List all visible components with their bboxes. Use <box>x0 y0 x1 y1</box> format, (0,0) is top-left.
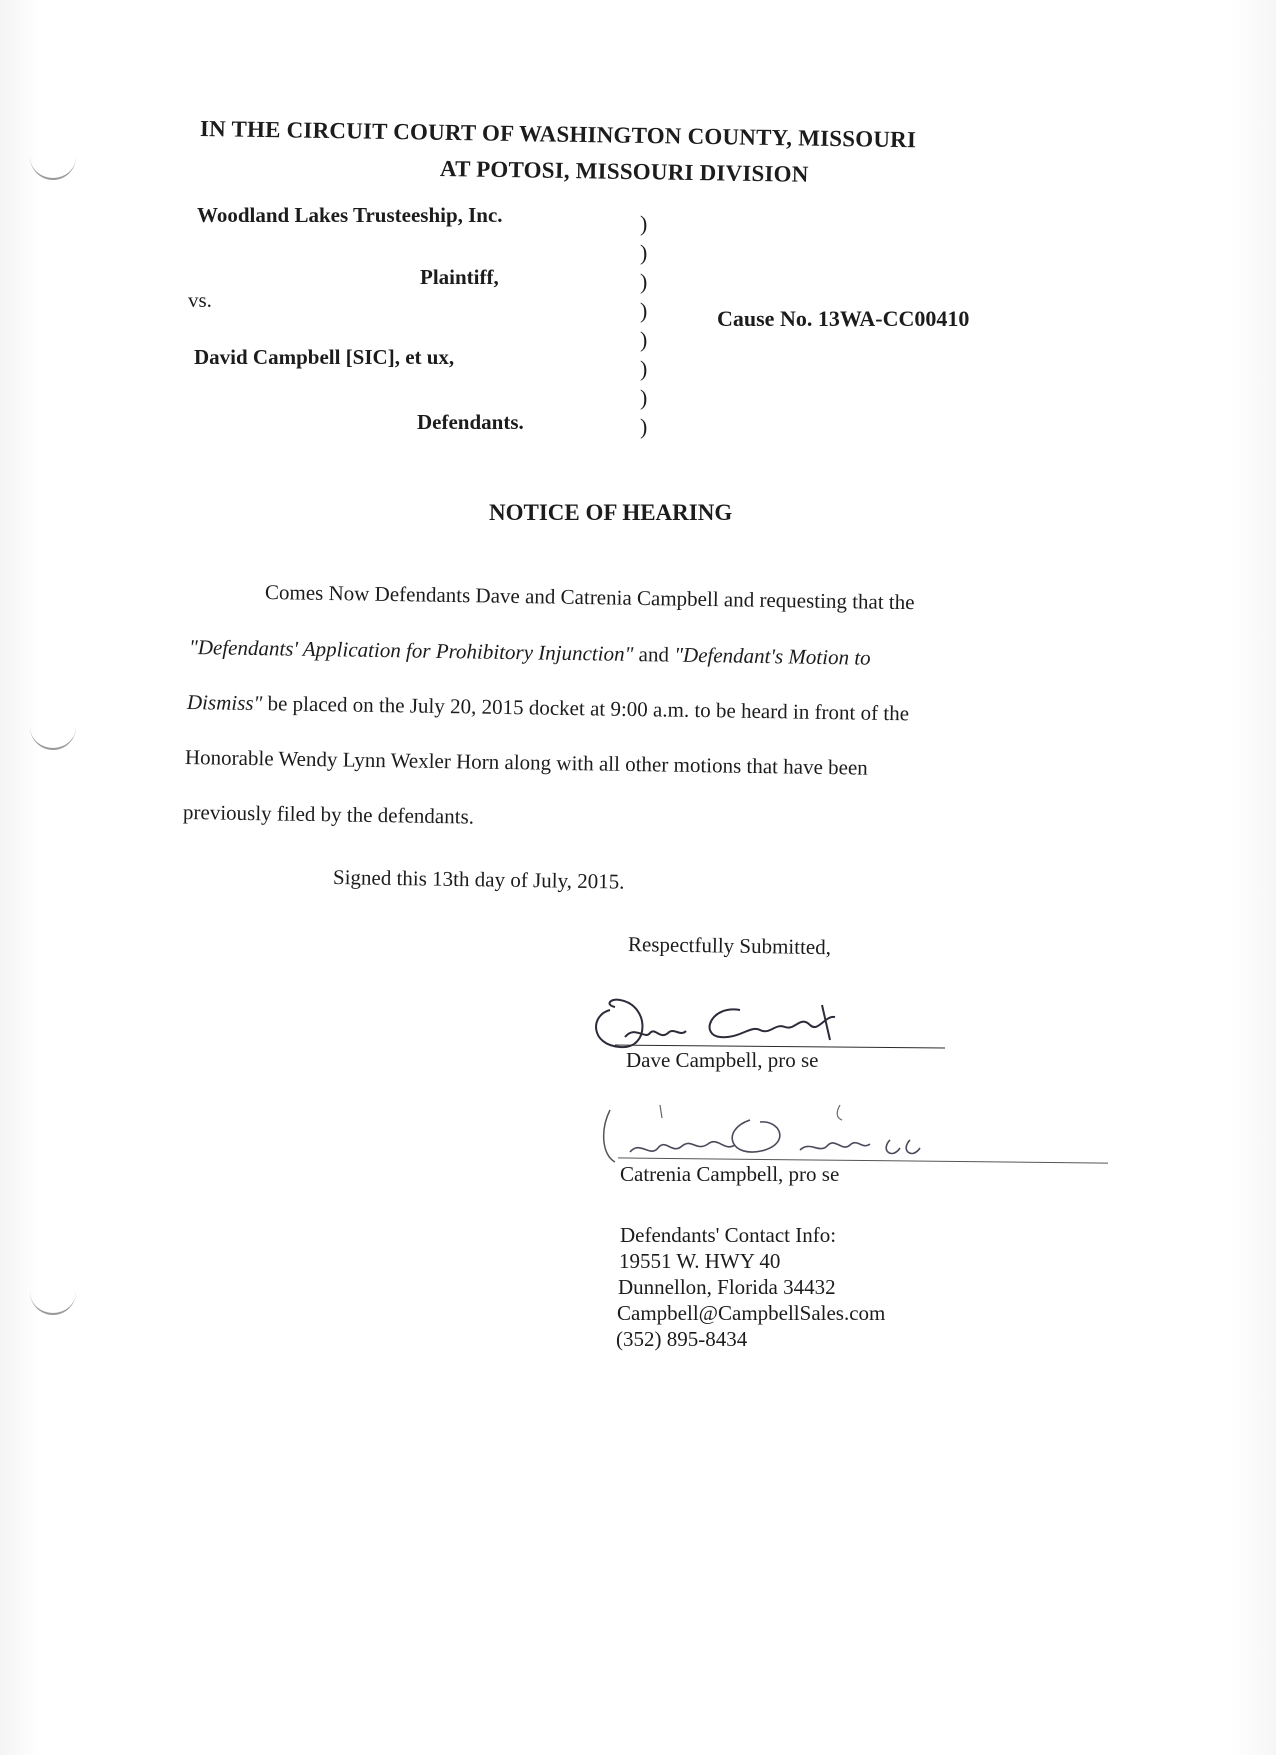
caption-paren: ) <box>640 269 648 294</box>
hole-punch-top <box>30 150 76 180</box>
caption-paren: ) <box>640 414 648 439</box>
body-line-2 <box>189 635 871 671</box>
motion-title-dismiss-end: Dismiss" <box>186 690 263 716</box>
court-heading-line1: IN THE CIRCUIT COURT OF WASHINGTON COUNTY, MISSOURI <box>199 116 917 153</box>
contact-phone: (352) 895-8434 <box>616 1327 748 1351</box>
docket-text: be placed on the July 20, 2015 docket at 9:00 a.m. to be heard in front of the <box>262 691 910 726</box>
defendant-name: David Campbell [SIC], et ux, <box>194 345 455 369</box>
body-line-1: Comes Now Defendants Dave and Catrenia Campbell and requesting that the <box>264 580 915 615</box>
caption-paren: ) <box>640 385 648 410</box>
court-heading-line2: AT POTOSI, MISSOURI DIVISION <box>439 156 809 187</box>
motion-title-injunction: "Defendants' Application for Prohibitory Injunction" <box>188 635 634 666</box>
hole-punch-bottom <box>30 1285 76 1315</box>
versus-label: vs. <box>188 288 212 312</box>
caption-paren: ) <box>640 240 648 265</box>
body-line-4: Honorable Wendy Lynn Wexler Horn along with all other motions that have been <box>184 745 868 780</box>
document-title: NOTICE OF HEARING <box>489 500 733 525</box>
contact-street: 19551 W. HWY 40 <box>619 1249 781 1273</box>
contact-heading: Defendants' Contact Info: <box>620 1223 837 1247</box>
contact-email: Campbell@CampbellSales.com <box>617 1301 886 1325</box>
body-connector: and <box>633 641 675 667</box>
defendant-label: Defendants. <box>417 410 524 434</box>
signer-catrenia: Catrenia Campbell, pro se <box>620 1162 840 1186</box>
body-line-3 <box>187 690 909 726</box>
contact-city: Dunnellon, Florida 34432 <box>618 1275 836 1299</box>
closing-line: Respectfully Submitted, <box>627 932 832 960</box>
caption-paren: ) <box>640 356 648 381</box>
body-line-5: previously filed by the defendants. <box>182 800 475 829</box>
caption-paren: ) <box>640 327 648 352</box>
motion-title-dismiss-start: "Defendant's Motion to <box>674 642 871 670</box>
cause-number: Cause No. 13WA-CC00410 <box>717 306 970 331</box>
caption-paren: ) <box>640 298 648 323</box>
caption-paren: ) <box>640 211 648 236</box>
plaintiff-name: Woodland Lakes Trusteeship, Inc. <box>197 203 503 227</box>
hole-punch-middle <box>30 720 76 750</box>
signer-dave: Dave Campbell, pro se <box>626 1048 819 1072</box>
signed-date: Signed this 13th day of July, 2015. <box>332 865 625 894</box>
plaintiff-label: Plaintiff, <box>420 265 499 289</box>
